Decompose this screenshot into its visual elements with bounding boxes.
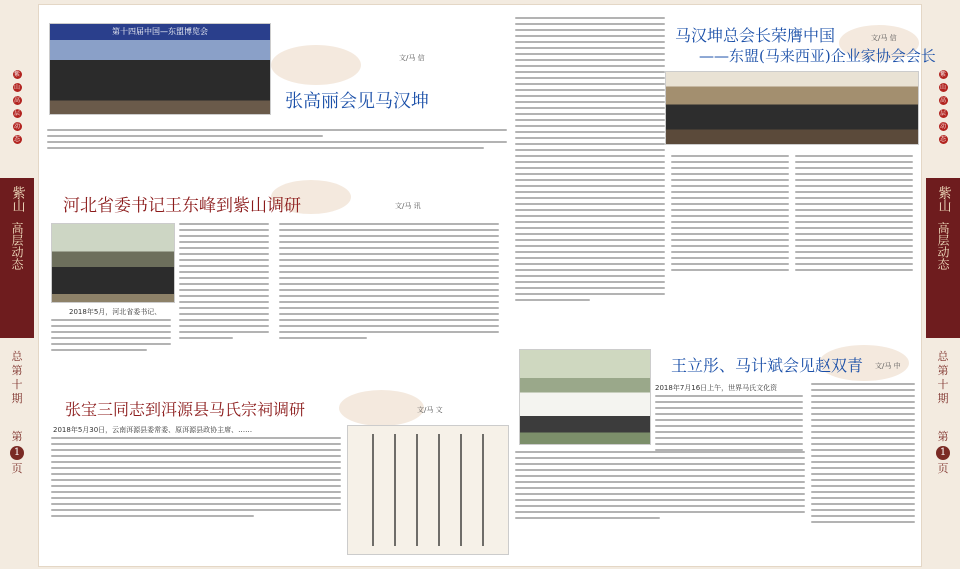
article-text-a2-mid xyxy=(179,223,269,343)
left-dot: 紫 xyxy=(13,71,20,78)
issue-char: 总 xyxy=(11,350,23,363)
article-text-a4-col1 xyxy=(515,17,665,305)
right-page-number xyxy=(926,430,960,476)
left-side-strip xyxy=(0,0,34,569)
left-dot: 态 xyxy=(13,136,20,143)
headline-a5: 王立彤、马计斌会见赵双青 xyxy=(671,356,864,375)
banner-bottom-text: 高层动态 xyxy=(936,222,950,270)
article-text-a5-col2 xyxy=(811,383,915,527)
page-prefix: 第 xyxy=(11,430,23,443)
article-text-a4-col3 xyxy=(795,155,913,275)
article-text-a2-left xyxy=(51,319,171,355)
issue-char: 十 xyxy=(937,378,949,391)
byline: 文/马 信 xyxy=(399,54,425,62)
right-dot: 高 xyxy=(939,97,946,104)
article-text-a1 xyxy=(47,129,507,153)
page-num-badge: 1 xyxy=(936,446,950,460)
left-dot: 山 xyxy=(13,84,20,91)
headline-a2: 河北省委书记王东峰到紫山调研 xyxy=(63,196,301,216)
left-dot: 层 xyxy=(13,110,20,117)
headline-a4-line1: 马汉坤总会长荣膺中国 xyxy=(675,26,836,45)
banner-top-text: 紫山 xyxy=(9,186,25,212)
byline: 文/马 信 xyxy=(871,34,897,42)
byline: 文/马 文 xyxy=(417,406,443,414)
issue-char: 十 xyxy=(11,378,23,391)
photo-banner-text: 第十四届中国—东盟博览会 xyxy=(50,24,270,40)
right-side-strip xyxy=(926,0,960,569)
first-line-a3: 2018年5月30日，云南洱源县委常委、原洱源县政协主席、…… xyxy=(53,426,253,434)
left-issue-label xyxy=(0,350,34,406)
banner-bottom-text: 高层动态 xyxy=(10,222,24,270)
page-num-badge: 1 xyxy=(10,446,24,460)
photo-a5 xyxy=(519,349,651,445)
right-dot: 动 xyxy=(939,123,946,130)
right-dot: 紫 xyxy=(939,71,946,78)
right-section-banner xyxy=(926,178,960,338)
page-suffix: 页 xyxy=(11,462,23,475)
issue-char: 第 xyxy=(937,364,949,377)
left-dot: 高 xyxy=(13,97,20,104)
headline-a1: 张高丽会见马汉坤 xyxy=(285,91,429,112)
calligraphy-image xyxy=(347,425,509,555)
headline-a4-line2: ——东盟(马来西亚)企业家协会会长 xyxy=(699,47,936,65)
photo-a2 xyxy=(51,223,175,303)
byline: 文/马 讯 xyxy=(395,202,421,210)
newspaper-page xyxy=(38,4,936,567)
right-dot: 层 xyxy=(939,110,946,117)
article-text-a3 xyxy=(51,437,341,521)
headline-a3: 张宝三同志到洱源县马氏宗祠调研 xyxy=(65,400,306,419)
article-text-a2-right xyxy=(279,223,499,343)
article-text-a5-col1 xyxy=(655,395,803,455)
left-dot: 动 xyxy=(13,123,20,130)
issue-char: 期 xyxy=(11,392,23,405)
cloud-ornament xyxy=(339,390,424,426)
caption-a2: 2018年5月，河北省委书记、 xyxy=(69,308,162,316)
issue-char: 期 xyxy=(937,392,949,405)
photo-a4 xyxy=(665,71,919,145)
issue-char: 总 xyxy=(937,350,949,363)
byline: 文/马 中 xyxy=(875,362,901,370)
banner-top-text: 紫山 xyxy=(935,186,951,212)
article-text-a5-bottom xyxy=(515,451,805,523)
page-prefix: 第 xyxy=(937,430,949,443)
right-dot: 态 xyxy=(939,136,946,143)
right-dot: 山 xyxy=(939,84,946,91)
left-section-banner xyxy=(0,178,34,338)
right-issue-label xyxy=(926,350,960,406)
page-suffix: 页 xyxy=(937,462,949,475)
article-text-a4-col2 xyxy=(671,155,789,275)
left-dot-column xyxy=(0,70,34,144)
right-dot-column xyxy=(926,70,960,144)
issue-char: 第 xyxy=(11,364,23,377)
left-page-number xyxy=(0,430,34,476)
first-line-a5: 2018年7月16日上午，世界马氏文化资 xyxy=(655,384,778,392)
cloud-ornament xyxy=(271,45,361,85)
group-photo-1 xyxy=(49,23,271,115)
